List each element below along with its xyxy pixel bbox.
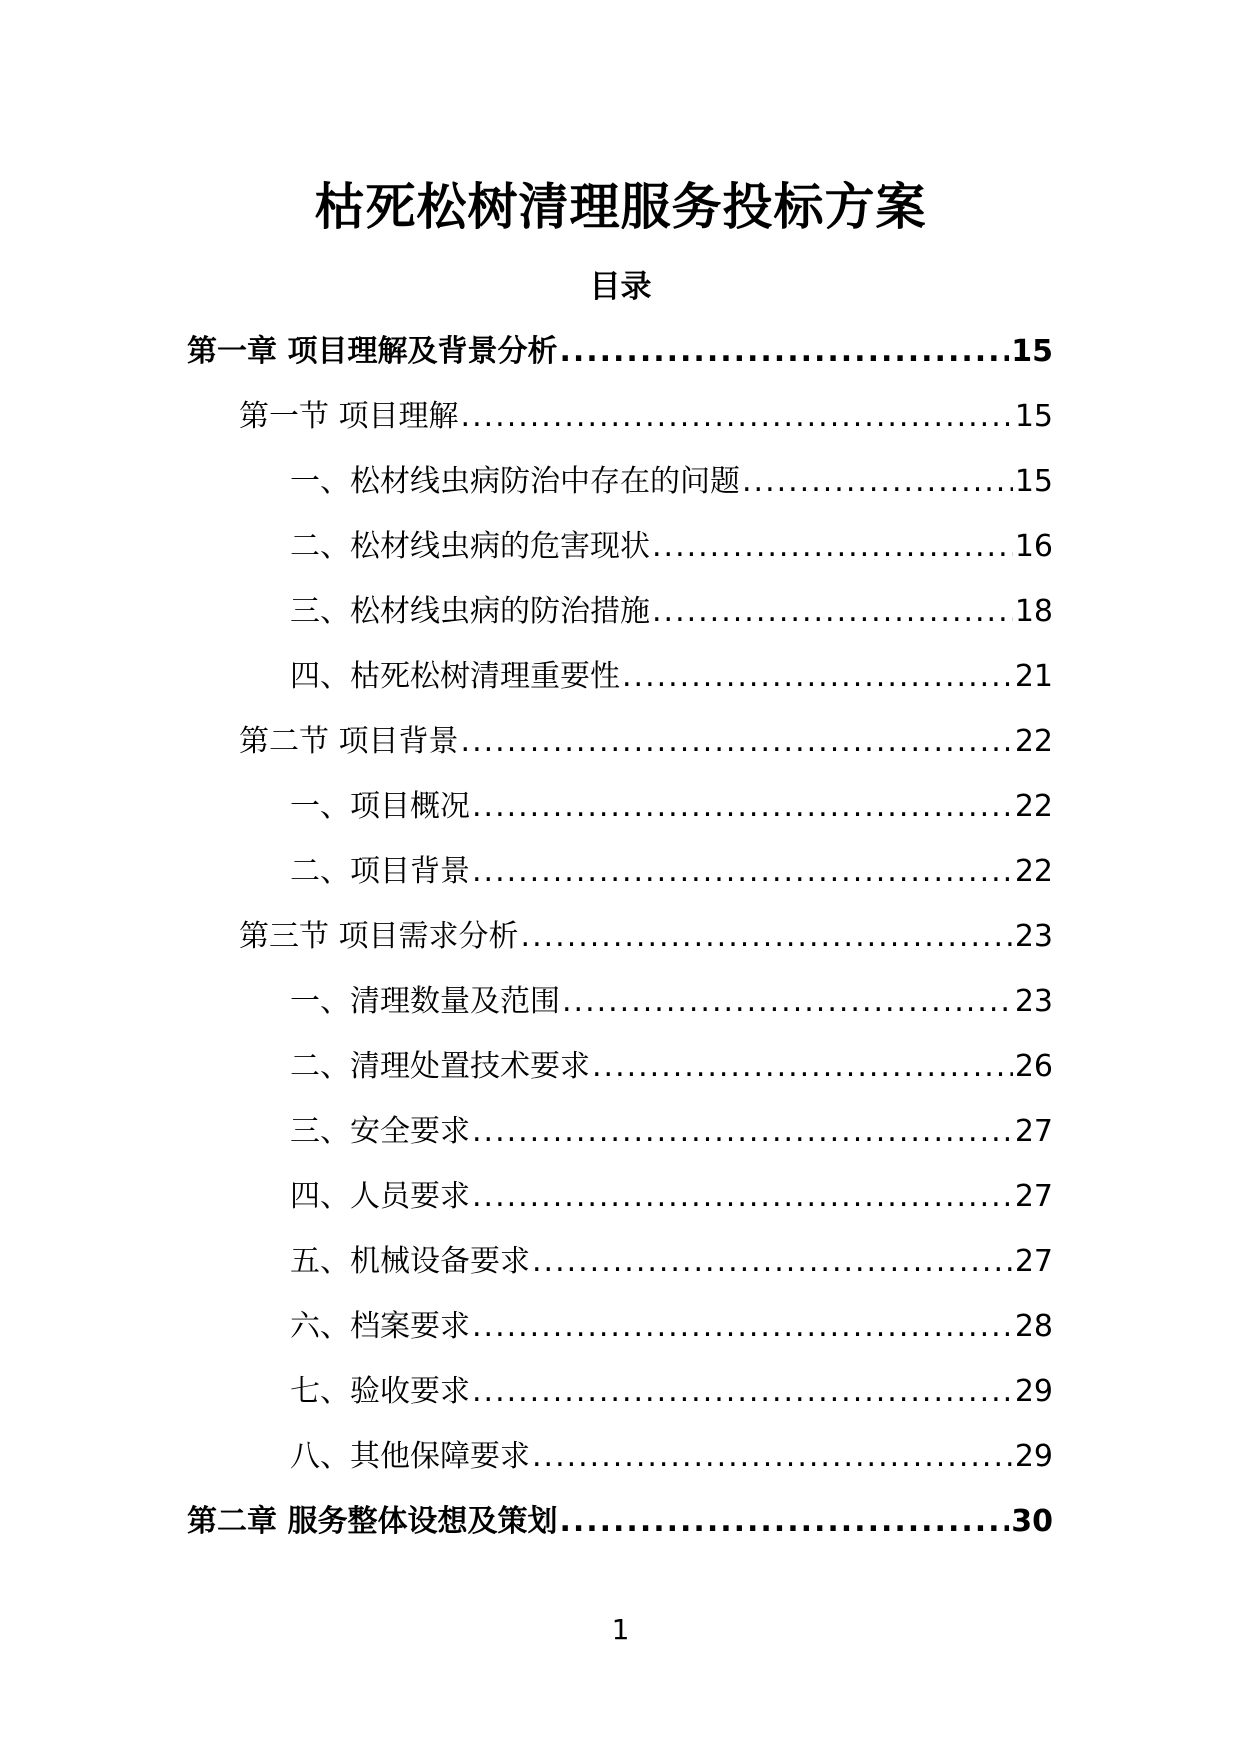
toc-entry-label: 四、枯死松树清理重要性	[290, 659, 620, 694]
toc-entry[interactable]	[187, 521, 1053, 586]
toc-dot-leader	[461, 391, 1013, 443]
toc-dot-leader	[461, 716, 1013, 768]
toc-entry[interactable]	[187, 326, 1053, 391]
toc-dot-leader	[532, 1236, 1013, 1288]
toc-entry-label: 七、验收要求	[290, 1374, 470, 1409]
toc-entry-label: 六、档案要求	[290, 1309, 470, 1344]
toc-entry[interactable]	[187, 846, 1053, 911]
toc-entry[interactable]	[187, 1301, 1053, 1366]
toc-entry-label: 八、其他保障要求	[290, 1439, 530, 1474]
toc-dot-leader	[622, 651, 1013, 703]
toc-entry-page-number: 27	[1014, 1179, 1053, 1214]
toc-entry-label: 三、松材线虫病的防治措施	[290, 594, 650, 629]
toc-dot-leader	[472, 1106, 1013, 1158]
toc-dot-leader	[521, 911, 1013, 963]
toc-entry-page-number: 16	[1014, 529, 1053, 564]
toc-entry-label: 一、松材线虫病防治中存在的问题	[290, 464, 740, 499]
toc-entry[interactable]	[187, 1106, 1053, 1171]
toc-entry-page-number: 23	[1014, 919, 1053, 954]
toc-entry-page-number: 22	[1014, 789, 1053, 824]
toc-entry-page-number: 15	[1011, 334, 1053, 369]
toc-entry-page-number: 15	[1014, 464, 1053, 499]
toc-entry[interactable]	[187, 1171, 1053, 1236]
toc-dot-leader	[559, 326, 1009, 378]
toc-entry[interactable]	[187, 1236, 1053, 1301]
toc-entry-label: 第二章 服务整体设想及策划	[187, 1504, 558, 1539]
table-of-contents	[187, 326, 1053, 1561]
toc-dot-leader	[472, 1171, 1013, 1223]
toc-entry[interactable]	[187, 391, 1053, 456]
toc-heading: 目录	[589, 269, 652, 305]
toc-dot-leader	[559, 1496, 1009, 1548]
toc-entry[interactable]	[187, 976, 1053, 1041]
toc-entry[interactable]	[187, 586, 1053, 651]
toc-entry[interactable]	[187, 456, 1053, 521]
toc-entry-label: 一、项目概况	[290, 789, 470, 824]
toc-entry[interactable]	[187, 1041, 1053, 1106]
toc-entry[interactable]	[187, 651, 1053, 716]
toc-entry-label: 二、清理处置技术要求	[290, 1049, 590, 1084]
toc-dot-leader	[472, 781, 1013, 833]
toc-entry-page-number: 22	[1014, 854, 1053, 889]
toc-entry[interactable]	[187, 1496, 1053, 1561]
toc-entry-page-number: 22	[1014, 724, 1053, 759]
toc-dot-leader	[472, 1366, 1013, 1418]
toc-entry-label: 第二节 项目背景	[239, 724, 459, 759]
toc-entry-page-number: 23	[1014, 984, 1053, 1019]
toc-dot-leader	[652, 586, 1013, 638]
document-title: 枯死松树清理服务投标方案	[314, 178, 927, 236]
toc-entry[interactable]	[187, 911, 1053, 976]
toc-entry-page-number: 29	[1014, 1374, 1053, 1409]
toc-entry-page-number: 18	[1014, 594, 1053, 629]
toc-entry-page-number: 29	[1014, 1439, 1053, 1474]
toc-entry-label: 二、松材线虫病的危害现状	[290, 529, 650, 564]
toc-entry[interactable]	[187, 781, 1053, 846]
toc-entry[interactable]	[187, 1366, 1053, 1431]
toc-entry-label: 一、清理数量及范围	[290, 984, 560, 1019]
toc-dot-leader	[592, 1041, 1013, 1093]
toc-dot-leader	[742, 456, 1013, 508]
toc-entry-page-number: 21	[1014, 659, 1053, 694]
toc-entry-page-number: 27	[1014, 1114, 1053, 1149]
toc-entry-label: 第一章 项目理解及背景分析	[187, 334, 558, 369]
toc-entry-label: 三、安全要求	[290, 1114, 470, 1149]
toc-dot-leader	[532, 1431, 1013, 1483]
toc-entry-label: 第一节 项目理解	[239, 399, 459, 434]
toc-entry-label: 第三节 项目需求分析	[239, 919, 519, 954]
toc-dot-leader	[472, 1301, 1013, 1353]
toc-dot-leader	[562, 976, 1013, 1028]
toc-dot-leader	[652, 521, 1013, 573]
toc-entry-page-number: 26	[1014, 1049, 1053, 1084]
toc-entry-page-number: 27	[1014, 1244, 1053, 1279]
toc-entry-label: 五、机械设备要求	[290, 1244, 530, 1279]
toc-entry-page-number: 28	[1014, 1309, 1053, 1344]
toc-entry-label: 二、项目背景	[290, 854, 470, 889]
toc-dot-leader	[472, 846, 1013, 898]
toc-entry-label: 四、人员要求	[290, 1179, 470, 1214]
page-number: 1	[611, 1613, 630, 1646]
toc-entry[interactable]	[187, 1431, 1053, 1496]
toc-entry[interactable]	[187, 716, 1053, 781]
toc-entry-page-number: 15	[1014, 399, 1053, 434]
toc-entry-page-number: 30	[1011, 1504, 1053, 1539]
